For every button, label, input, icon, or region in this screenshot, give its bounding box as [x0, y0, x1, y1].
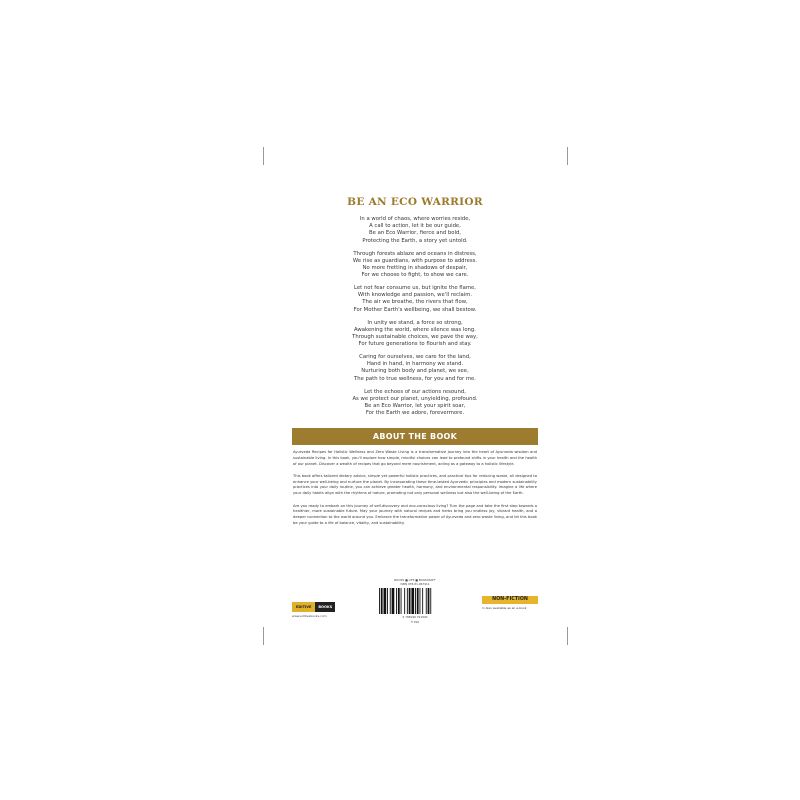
barcode-bar	[420, 588, 421, 614]
barcode-bar	[409, 588, 411, 614]
poem-line: In unity we stand, a force so strong,	[367, 319, 463, 326]
barcode-bar	[404, 588, 405, 614]
barcode-bar	[411, 588, 414, 614]
crop-mark-top-left	[263, 147, 264, 165]
poem-line: Protecting the Earth, a story yet untold.	[362, 237, 468, 244]
crop-mark-top-right	[567, 147, 568, 165]
price: ₹ 399	[410, 620, 419, 624]
category-badge: NON-FICTION	[482, 596, 538, 604]
about-heading: ABOUT THE BOOK	[292, 428, 538, 445]
poem-line: Nurturing both body and planet, we see,	[361, 368, 469, 375]
poem-line: Through forests ablaze and oceans in distress,	[353, 250, 477, 257]
about-paragraph: Ayurveda Recipes for Holistic Wellness and Zero Waste Living is a transformative journey into the heart of Ayurveda wisdom and sustainable living. In this book, you'll explore how simple, mindful choices can lead to profound shifts in your health and the health of our planet. Discover a wealth of recipes that go beyond mere nourishment, acting as a gateway to a holistic lifestyle.	[293, 450, 537, 466]
barcode-top-line: BOOKS ■ LIFE ■ BOOKCRAFT	[394, 578, 436, 582]
poem-line: No more fretting in shadows of despair,	[362, 264, 468, 271]
barcode-bar	[426, 588, 427, 614]
barcode-bar	[398, 588, 400, 614]
barcode-icon	[379, 588, 451, 614]
cover-title: BE AN ECO WARRIOR	[347, 196, 483, 208]
crop-mark-bottom-right	[567, 627, 568, 645]
barcode-bar	[401, 588, 402, 614]
poem-line: For future generations to flourish and stay.	[358, 341, 472, 348]
publisher-url: www.editivebooks.com	[292, 614, 327, 618]
poem-line: Hand in hand, in harmony we stand.	[366, 361, 464, 368]
publisher-name-a: EDITIVE	[292, 602, 315, 612]
about-text	[293, 450, 537, 533]
poem-line: We rise as guardians, with purpose to address.	[352, 257, 478, 264]
ebook-icon: ⊙	[482, 606, 485, 610]
back-cover	[292, 192, 538, 652]
poem-stanza	[292, 216, 538, 245]
poem-line: With knowledge and passion, we'll reclaim.	[357, 292, 473, 299]
poem-line: Through sustainable choices, we pave the way,	[352, 333, 478, 340]
barcode	[373, 578, 457, 626]
barcode-digits: 9 788196 791940	[402, 615, 428, 619]
poem-line: In a world of chaos, where worries reside,	[359, 216, 471, 222]
poem-line: A call to action, let it be our guide,	[369, 223, 461, 230]
barcode-bar	[387, 588, 388, 614]
ebook-text: Also available as an e-book	[485, 606, 527, 610]
barcode-bar	[379, 588, 380, 614]
publisher-name-b: BOOKS	[315, 602, 335, 612]
crop-mark-bottom-left	[263, 627, 264, 645]
ebook-note	[482, 606, 542, 610]
publisher-logo	[292, 602, 335, 612]
barcode-bar	[381, 588, 383, 614]
poem-stanza	[292, 320, 538, 349]
barcode-isbn-line: ISBN 978-81-967911	[400, 582, 430, 586]
poem-stanza	[292, 285, 538, 314]
poem-stanza	[292, 354, 538, 383]
about-paragraph: Are you ready to embark on this journey of self-discovery and eco-conscious living? Turn the page and take the first step towards a healthier, more sustainable future. May your journey with natural recipes and herbs bring you endless joy, vibrant health, and a deeper connection to the world around you. Embrace the transformative power of Ayurveda and zero waste living, and let this book be your guide to a life of balance, vitality, and sustainability.	[293, 503, 537, 525]
poem-line: Be an Eco Warrior, fierce and bold,	[369, 230, 461, 237]
barcode-bar	[390, 588, 391, 614]
barcode-bar	[428, 588, 430, 614]
poem-line: Be an Eco Warrior, let your spirit soar,	[364, 402, 466, 409]
poem-line: For we choose to fight, to show we care.	[361, 272, 469, 279]
poem-line: Caring for ourselves, we care for the land,	[359, 354, 471, 360]
barcode-bar	[392, 588, 395, 614]
barcode-bar	[422, 588, 423, 614]
poem-line: Awakening the world, where silence was long.	[354, 326, 476, 333]
poem-line: The path to true wellness, for you and for me.	[354, 375, 476, 382]
poem-line: As we protect our planet, unyielding, profound.	[352, 395, 478, 402]
poem-line: The air we breathe, the rivers that flow,	[362, 299, 468, 306]
poem	[292, 216, 538, 423]
barcode-bar	[384, 588, 387, 614]
about-paragraph: This book offers tailored dietary advice, simple yet powerful holistic practices, and practical tips for reducing waste, all designed to enhance your well-being and nurture the planet. By incorporating these time-tested Ayurvedic principles and modern sustainability practices into your daily routine, you can achieve greater health, harmony, and environmental responsibility. Imagine a life where your daily habits align with the rhythms of nature, promoting not only personal wellness but also the well-being of the Earth.	[293, 473, 537, 496]
poem-line: Let the echoes of our actions resound,	[364, 388, 466, 395]
barcode-bar	[417, 588, 419, 614]
poem-line: Let not fear consume us, but ignite the flame,	[354, 285, 476, 291]
poem-stanza	[292, 389, 538, 418]
barcode-bar	[396, 588, 397, 614]
poem-line: For the Earth we adore, forevermore.	[365, 410, 465, 417]
barcode-bar	[415, 588, 416, 614]
barcode-bar	[430, 588, 431, 614]
barcode-bar	[407, 588, 408, 614]
poem-stanza	[292, 251, 538, 280]
poem-line: For Mother Earth's wellbeing, we shall bestow.	[353, 306, 477, 313]
